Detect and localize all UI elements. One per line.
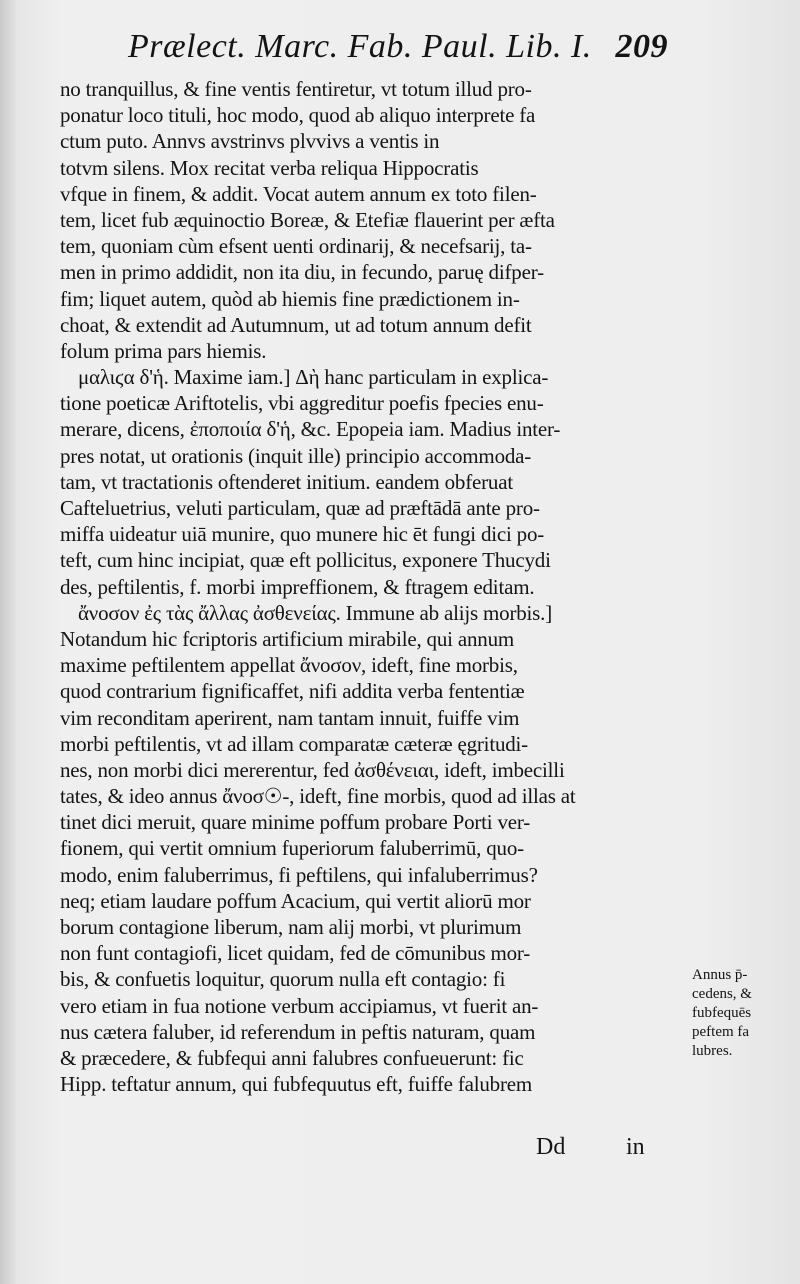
text-line: & præcedere, & fubfequi anni falubres confueuerunt: fic [60,1045,524,1070]
text-line: modo, enim faluberrimus, fi peftilens, qui infaluberrimus? [60,862,538,887]
text-line: no tranquillus, & fine ventis fentiretur, vt totum illud pro- [60,77,532,101]
text-line: maxime peftilentem appellat ἄνοσον, ideft, fine morbis, [60,653,518,678]
text-line: morbi peftilentis, vt ad illam comparatæ cæteræ ęgritudi- [60,731,528,756]
text-line: vero etiam in fua notione verbum accipiamus, vt fuerit an- [60,993,539,1018]
signature-mark: Dd [536,1134,566,1160]
text-line: neq; etiam laudare poffum Acacium, qui vertit aliorū mor [60,888,531,913]
marginal-note [692,966,782,1061]
text-line: nes, non morbi dici mererentur, fed ἀσθένειαι, ideft, imbecilli [60,757,565,782]
marginal-note-line: peftem fa [692,1024,750,1040]
text-line: men in primo addidit, non ita diu, in fecundo, paruę difper- [60,260,544,285]
text-line: tam, vt tractationis oftenderet initium. eandem obferuat [60,469,513,494]
text-line: folum prima pars hiemis. [60,338,267,363]
text-line: vim reconditam aperirent, nam tantam innuit, fuiffe vim [60,705,520,730]
catchword: in [626,1134,645,1160]
marginal-note-line: cedens, & [692,986,752,1002]
running-header [128,28,668,78]
text-line: borum contagione liberum, nam alij morbi, vt plurimum [60,915,522,939]
text-line: Cafteluetrius, veluti particulam, quæ ad præftādā ante pro- [60,496,540,520]
text-line: teft, cum hinc incipiat, quæ eft pollicitus, exponere Thucydi [60,548,551,573]
text-line: Hipp. teftatur annum, qui fubfequutus eft, fuiffe falubrem [60,1072,533,1097]
text-line: ponatur loco tituli, hoc modo, quod ab aliquo interprete fa [60,103,536,128]
running-title: Prælect. Marc. Fab. Paul. Lib. I. [128,28,592,65]
text-line: bis, & confuetis loquitur, quorum nulla eft contagio: fi [60,967,506,992]
text-line: vfque in finem, & addit. Vocat autem annum ex toto filen- [60,181,537,206]
text-line: tates, & ideo annus ἄνοσ☉-, ideft, fine morbis, quod ad illas at [60,784,576,809]
catchword-line [476,1134,676,1164]
text-line: tem, quoniam cùm efsent uenti ordinarij, & necefsarij, ta- [60,234,532,259]
text-line: miffa uideatur uiā munire, quo munere hic ēt fungi dici po- [60,522,545,547]
text-line: ἄνοσον ἐς τὰς ἄλλας ἀσθενείας. Immune ab alijs morbis.] [78,600,552,625]
text-line: des, peftilentis, f. morbi impreffionem, & ftragem editam. [60,574,535,599]
text-line: Notandum hic fcriptoris artificium mirabile, qui annum [60,626,514,651]
text-line: non funt contagiofi, licet quidam, fed de cōmunibus mor- [60,941,531,966]
text-line: totvm silens. Mox recitat verba reliqua Hippocratis [60,155,479,180]
text-line: fionem, qui vertit omnium fuperiorum faluberrimū, quo- [60,836,524,861]
text-line: tinet dici meruit, quare minime poffum probare Porti ver- [60,810,531,835]
text-line: quod contrarium fignificaffet, nifi addita verba fententiæ [60,679,525,704]
body-text [60,76,688,1097]
text-line: ctum puto. Annvs avstrinvs plvvivs a ventis in [60,129,440,154]
text-line: choat, & extendit ad Autumnum, ut ad totum annum defit [60,312,532,337]
text-line: pres notat, ut orationis (inquit ille) principio accommoda- [60,443,532,468]
marginal-note-line: fubfequēs [692,1005,752,1021]
text-line: tione poeticæ Ariftotelis, vbi aggreditur poefis fpecies enu- [60,391,544,416]
marginal-note-line: Annus p̄- [692,967,748,983]
text-line: nus cætera faluber, id referendum in peftis naturam, quam [60,1019,536,1044]
text-line: μαλιϛα δ'ἡ. Maxime iam.] Δὴ hanc particulam in explica- [78,365,549,390]
text-line: merare, dicens, ἐποποιία δ'ἡ, &c. Epopeia iam. Madius inter- [60,417,561,442]
text-line: tem, licet fub æquinoctio Boreæ, & Etefiæ flauerint per æfta [60,207,555,232]
page-number: 209 [615,28,668,65]
text-line: fim; liquet autem, quòd ab hiemis fine prædictionem in- [60,286,520,311]
marginal-note-line: lubres. [692,1043,733,1059]
